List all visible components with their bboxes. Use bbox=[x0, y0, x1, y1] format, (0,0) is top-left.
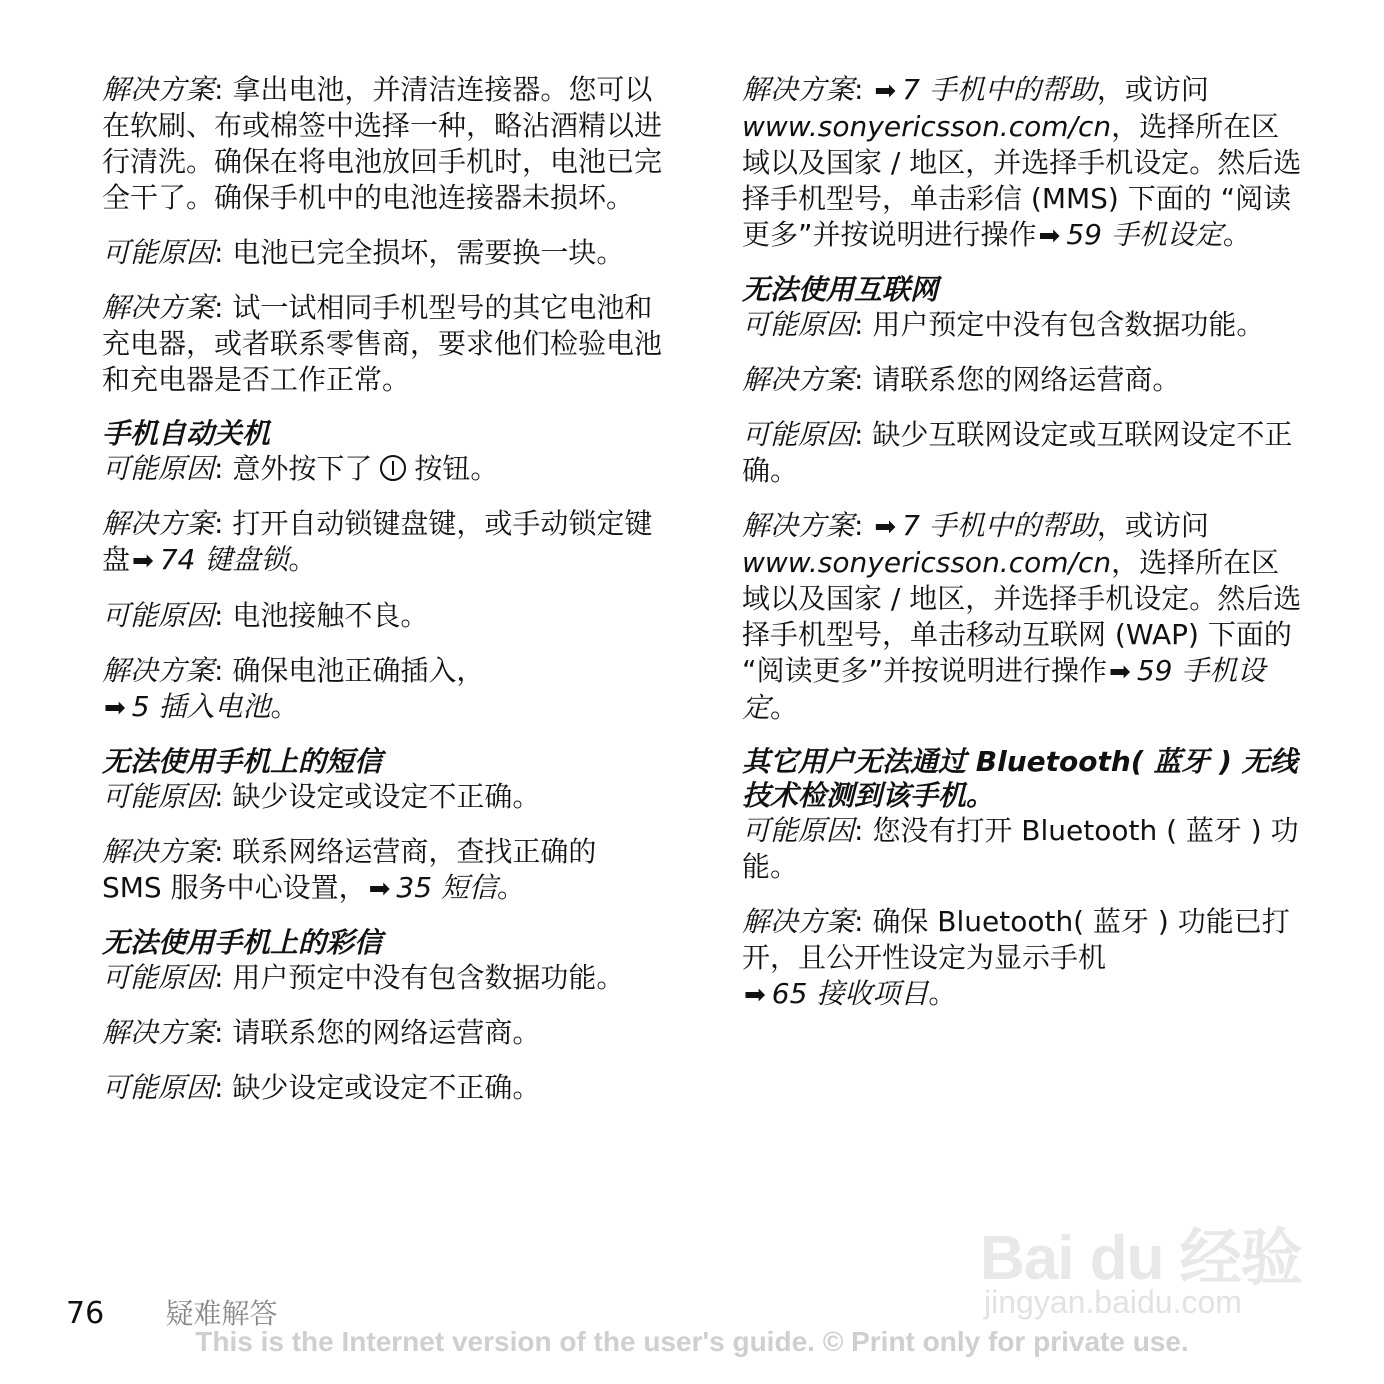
paragraph-text: ，选择所在区域以及国家 / 地区，并选择手机设定。然后选择手机型号，单击移动互联网 (WAP) 下面的 “阅读更多”并按说明进行操作 bbox=[742, 546, 1302, 687]
reference-arrow-icon: ➡ bbox=[368, 874, 391, 904]
reference-arrow-icon: ➡ bbox=[1038, 221, 1061, 251]
cause-label: 可能原因 bbox=[102, 452, 215, 485]
solution-paragraph bbox=[742, 362, 1302, 398]
solution-paragraph bbox=[102, 72, 662, 216]
page-number: 76 bbox=[66, 1296, 105, 1331]
paragraph-text: 用户预定中没有包含数据功能。 bbox=[872, 308, 1265, 341]
solution-label: 解决方案 bbox=[102, 835, 215, 868]
cause-paragraph bbox=[102, 960, 662, 996]
label-separator: : bbox=[214, 654, 224, 687]
cause-label: 可能原因 bbox=[742, 308, 855, 341]
reference-arrow-icon: ➡ bbox=[874, 512, 897, 542]
label-separator: : bbox=[214, 507, 224, 540]
paragraph-text: 您没有打开 Bluetooth ( 蓝牙 ) 功能。 bbox=[742, 814, 1299, 883]
paragraph-end: 。 bbox=[1222, 218, 1251, 251]
paragraph-text: 缺少互联网设定或互联网设定不正确。 bbox=[742, 418, 1293, 487]
cause-label: 可能原因 bbox=[102, 780, 215, 813]
section-name: 疑难解答 bbox=[165, 1297, 278, 1330]
paragraph-text: ，或访问 bbox=[1096, 73, 1209, 106]
section-heading: 无法使用手机上的短信 bbox=[102, 745, 383, 778]
paragraph-text: 缺少设定或设定不正确。 bbox=[232, 780, 541, 813]
label-separator: : bbox=[214, 599, 224, 632]
page-reference[interactable]: 35 短信 bbox=[396, 871, 497, 904]
paragraph-end: 。 bbox=[270, 690, 299, 723]
solution-label: 解决方案 bbox=[102, 507, 215, 540]
solution-paragraph bbox=[742, 904, 1302, 1013]
solution-label: 解决方案 bbox=[102, 654, 215, 687]
page-reference[interactable]: 65 接收项目 bbox=[771, 977, 929, 1010]
paragraph-text: 电池已完全损坏，需要换一块。 bbox=[232, 236, 625, 269]
page-reference[interactable]: 7 手机中的帮助 bbox=[902, 73, 1097, 106]
reference-arrow-icon: ➡ bbox=[132, 546, 154, 576]
section-heading: 无法使用手机上的彩信 bbox=[102, 926, 383, 959]
cause-paragraph bbox=[102, 235, 662, 271]
page-reference[interactable]: 59 手机设定 bbox=[1066, 218, 1223, 251]
solution-label: 解决方案 bbox=[742, 73, 855, 106]
paragraph-end: 。 bbox=[288, 543, 317, 576]
page-reference[interactable]: 59 手机设定 bbox=[742, 654, 1266, 724]
website-link[interactable]: www.sonyericsson.com/cn bbox=[742, 110, 1112, 143]
paragraph-end: 。 bbox=[496, 871, 525, 904]
website-link[interactable]: www.sonyericsson.com/cn bbox=[742, 546, 1112, 579]
label-separator: : bbox=[214, 452, 224, 485]
cause-paragraph bbox=[102, 451, 662, 487]
power-key-icon bbox=[380, 455, 406, 481]
cause-paragraph bbox=[742, 813, 1302, 885]
solution-label: 解决方案 bbox=[102, 291, 215, 324]
label-separator: : bbox=[854, 814, 864, 847]
cause-label: 可能原因 bbox=[742, 418, 855, 451]
paragraph-text: 拿出电池，并清洁连接器。您可以在软刷、布或棉签中选择一种，略沾酒精以进行清洗。确保在将电池放回手机时，电池已完全干了。确保手机中的电池连接器未损坏。 bbox=[102, 73, 663, 214]
label-separator: : bbox=[854, 73, 864, 106]
reference-arrow-icon: ➡ bbox=[874, 76, 897, 106]
baidu-watermark bbox=[980, 1180, 1310, 1320]
cause-paragraph bbox=[102, 779, 662, 815]
paragraph-text: 打开自动锁键盘键，或手动锁定键盘 bbox=[102, 507, 653, 576]
page-reference[interactable]: 5 插入电池 bbox=[131, 690, 271, 723]
paragraph-text: 缺少设定或设定不正确。 bbox=[232, 1071, 541, 1104]
right-column bbox=[742, 72, 1302, 1032]
cause-paragraph bbox=[102, 598, 662, 634]
page-reference[interactable]: 74 键盘锁 bbox=[159, 543, 289, 576]
paragraph-text: 用户预定中没有包含数据功能。 bbox=[232, 961, 625, 994]
solution-label: 解决方案 bbox=[102, 73, 215, 106]
solution-label: 解决方案 bbox=[742, 905, 855, 938]
paragraph-text: 确保 Bluetooth( 蓝牙 ) 功能已打开，且公开性设定为显示手机 bbox=[742, 905, 1290, 974]
label-separator: : bbox=[214, 73, 224, 106]
cause-paragraph bbox=[742, 307, 1302, 343]
cause-label: 可能原因 bbox=[742, 814, 855, 847]
paragraph-end: 。 bbox=[770, 691, 799, 724]
paragraph-text: 意外按下了 bbox=[232, 452, 373, 485]
paragraph-text: 确保电池正确插入， bbox=[232, 654, 485, 687]
paragraph-text: 按钮。 bbox=[414, 452, 499, 485]
label-separator: : bbox=[214, 780, 224, 813]
paragraph-text: 请联系您的网络运营商。 bbox=[872, 363, 1181, 396]
solution-paragraph bbox=[102, 653, 662, 726]
watermark-logo: Bai du 经验 bbox=[980, 1224, 1302, 1293]
paragraph-text: 试一试相同手机型号的其它电池和充电器，或者联系零售商，要求他们检验电池和充电器是否工作正常。 bbox=[102, 291, 663, 396]
section-heading: 手机自动关机 bbox=[102, 417, 271, 450]
solution-paragraph bbox=[742, 72, 1302, 254]
cause-paragraph bbox=[742, 417, 1302, 489]
label-separator: : bbox=[854, 905, 864, 938]
label-separator: : bbox=[214, 835, 224, 868]
paragraph-text: 电池接触不良。 bbox=[232, 599, 429, 632]
paragraph-text: ，选择所在区域以及国家 / 地区，并选择手机设定。然后选择手机型号，单击彩信 (MMS) 下面的 “阅读更多”并按说明进行操作 bbox=[742, 110, 1302, 251]
solution-paragraph bbox=[742, 508, 1302, 726]
label-separator: : bbox=[854, 509, 864, 542]
cause-label: 可能原因 bbox=[102, 961, 215, 994]
label-separator: : bbox=[214, 291, 224, 324]
cause-label: 可能原因 bbox=[102, 599, 215, 632]
paragraph-text: 联系网络运营商，查找正确的 SMS 服务中心设置， bbox=[102, 835, 597, 904]
cause-paragraph bbox=[102, 1070, 662, 1106]
reference-arrow-icon: ➡ bbox=[744, 980, 766, 1010]
solution-paragraph bbox=[102, 1015, 662, 1051]
paragraph-text: 请联系您的网络运营商。 bbox=[232, 1016, 541, 1049]
page-reference[interactable]: 7 手机中的帮助 bbox=[902, 509, 1097, 542]
left-column bbox=[102, 72, 662, 1125]
copyright-notice: This is the Internet version of the user's guide. © Print only for private use. bbox=[195, 1326, 1189, 1357]
solution-paragraph bbox=[102, 506, 662, 579]
cause-label: 可能原因 bbox=[102, 236, 215, 269]
solution-label: 解决方案 bbox=[102, 1016, 215, 1049]
cause-label: 可能原因 bbox=[102, 1071, 215, 1104]
reference-arrow-icon: ➡ bbox=[1109, 657, 1131, 687]
paragraph-end: 。 bbox=[928, 977, 957, 1010]
section-heading: 其它用户无法通过 Bluetooth( 蓝牙 ) 无线技术检测到该手机。 bbox=[742, 745, 1298, 812]
label-separator: : bbox=[854, 308, 864, 341]
reference-arrow-icon: ➡ bbox=[104, 693, 126, 723]
label-separator: : bbox=[854, 418, 864, 451]
paragraph-text: ，或访问 bbox=[1096, 509, 1209, 542]
solution-label: 解决方案 bbox=[742, 509, 855, 542]
solution-label: 解决方案 bbox=[742, 363, 855, 396]
label-separator: : bbox=[214, 1016, 224, 1049]
solution-paragraph bbox=[102, 290, 662, 398]
label-separator: : bbox=[214, 1071, 224, 1104]
label-separator: : bbox=[214, 961, 224, 994]
watermark-url: jingyan.baidu.com bbox=[984, 1284, 1242, 1320]
solution-paragraph bbox=[102, 834, 662, 907]
section-heading: 无法使用互联网 bbox=[742, 273, 939, 306]
label-separator: : bbox=[854, 363, 864, 396]
label-separator: : bbox=[214, 236, 224, 269]
